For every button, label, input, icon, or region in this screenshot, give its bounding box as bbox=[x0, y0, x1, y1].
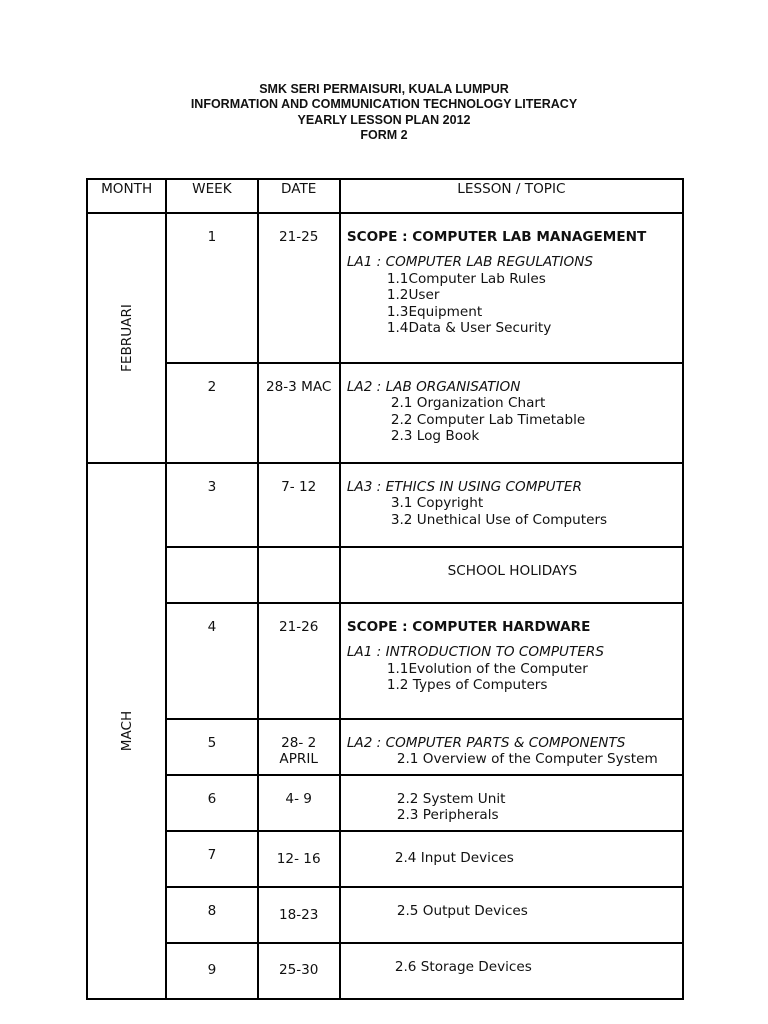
date-cell: 18-23 bbox=[258, 887, 340, 943]
date-cell: 7- 12 bbox=[258, 463, 340, 547]
date-cell: 28-3 MAC bbox=[258, 363, 340, 463]
week-cell: 8 bbox=[166, 887, 257, 943]
column-header-month: MONTH bbox=[87, 179, 166, 213]
learning-area: LA2 : COMPUTER PARTS & COMPONENTS bbox=[346, 735, 626, 751]
week-cell: 7 bbox=[166, 831, 257, 887]
week-cell: 9 bbox=[166, 943, 257, 999]
topic-cell bbox=[340, 943, 683, 999]
topic-item: 2.1 Organization Chart bbox=[390, 395, 546, 412]
plan-title: YEARLY LESSON PLAN 2012 bbox=[297, 112, 471, 127]
learning-area: LA1 : COMPUTER LAB REGULATIONS bbox=[346, 254, 594, 271]
topic-cell bbox=[340, 719, 683, 775]
date-cell bbox=[258, 719, 340, 775]
school-holidays-cell: SCHOOL HOLIDAYS bbox=[340, 547, 683, 603]
topic-item: 2.3 Peripherals bbox=[396, 807, 499, 824]
scope-heading: SCOPE : COMPUTER HARDWARE bbox=[346, 619, 591, 635]
table-row bbox=[87, 213, 683, 363]
school-name: SMK SERI PERMAISURI, KUALA LUMPUR bbox=[259, 82, 509, 96]
topic-item: 3.2 Unethical Use of Computers bbox=[390, 511, 608, 528]
month-label: FEBRUARI bbox=[118, 304, 135, 372]
table-row bbox=[87, 547, 683, 603]
table-row bbox=[87, 719, 683, 775]
week-cell: 6 bbox=[166, 775, 257, 831]
topic-item: 2.4 Input Devices bbox=[394, 850, 514, 866]
month-cell-februari bbox=[87, 213, 166, 463]
table-row bbox=[87, 603, 683, 719]
week-cell bbox=[166, 547, 257, 603]
topic-item: 2.1 Overview of the Computer System bbox=[396, 751, 658, 768]
scope-heading: SCOPE : COMPUTER LAB MANAGEMENT bbox=[346, 229, 647, 245]
topic-item: 1.2User bbox=[386, 287, 440, 304]
form-label: FORM 2 bbox=[360, 127, 408, 142]
week-cell: 1 bbox=[166, 213, 257, 363]
topic-item: 1.2 Types of Computers bbox=[386, 677, 548, 694]
topic-cell bbox=[340, 603, 683, 719]
topic-cell bbox=[340, 463, 683, 547]
table-row bbox=[87, 887, 683, 943]
topic-item: 3.1 Copyright bbox=[390, 495, 484, 512]
topic-cell bbox=[340, 363, 683, 463]
topic-item: 1.1Computer Lab Rules bbox=[386, 270, 546, 287]
topic-item: 1.3Equipment bbox=[386, 303, 483, 320]
table-row bbox=[87, 831, 683, 887]
topic-item: 1.1Evolution of the Computer bbox=[386, 660, 588, 677]
learning-area: LA2 : LAB ORGANISATION bbox=[346, 379, 521, 395]
learning-area: LA1 : INTRODUCTION TO COMPUTERS bbox=[346, 644, 604, 661]
topic-item: 2.2 System Unit bbox=[396, 791, 506, 807]
topic-item: 2.6 Storage Devices bbox=[394, 959, 532, 975]
table-row bbox=[87, 463, 683, 547]
date-cell: 25-30 bbox=[258, 943, 340, 999]
subject-title: INFORMATION AND COMMUNICATION TECHNOLOGY LITERACY bbox=[190, 97, 578, 112]
column-header-date: DATE bbox=[258, 179, 340, 213]
table-row bbox=[87, 363, 683, 463]
week-cell: 3 bbox=[166, 463, 257, 547]
topic-item: 2.5 Output Devices bbox=[396, 903, 528, 919]
topic-cell bbox=[340, 831, 683, 887]
table-row bbox=[87, 943, 683, 999]
month-cell-mach bbox=[87, 463, 166, 999]
topic-item: 1.4Data & User Security bbox=[386, 320, 552, 337]
topic-cell bbox=[340, 887, 683, 943]
topic-item: 2.2 Computer Lab Timetable bbox=[390, 411, 586, 428]
column-header-topic: LESSON / TOPIC bbox=[340, 179, 683, 213]
month-label: MACH bbox=[118, 710, 135, 752]
topic-cell bbox=[340, 213, 683, 363]
document-header bbox=[0, 82, 768, 143]
topic-cell bbox=[340, 775, 683, 831]
lesson-plan-table bbox=[86, 178, 684, 1000]
date-cell: 12- 16 bbox=[258, 831, 340, 887]
date-cell: 21-26 bbox=[258, 603, 340, 719]
topic-item: 2.3 Log Book bbox=[390, 428, 480, 445]
column-header-week: WEEK bbox=[166, 179, 257, 213]
date-line: 28- 2 bbox=[281, 735, 317, 751]
table-header-row bbox=[87, 179, 683, 213]
week-cell: 5 bbox=[166, 719, 257, 775]
date-cell: 21-25 bbox=[258, 213, 340, 363]
date-line: APRIL bbox=[279, 751, 318, 768]
date-cell: 4- 9 bbox=[258, 775, 340, 831]
table-row bbox=[87, 775, 683, 831]
date-cell bbox=[258, 547, 340, 603]
week-cell: 2 bbox=[166, 363, 257, 463]
learning-area: LA3 : ETHICS IN USING COMPUTER bbox=[346, 479, 582, 495]
week-cell: 4 bbox=[166, 603, 257, 719]
